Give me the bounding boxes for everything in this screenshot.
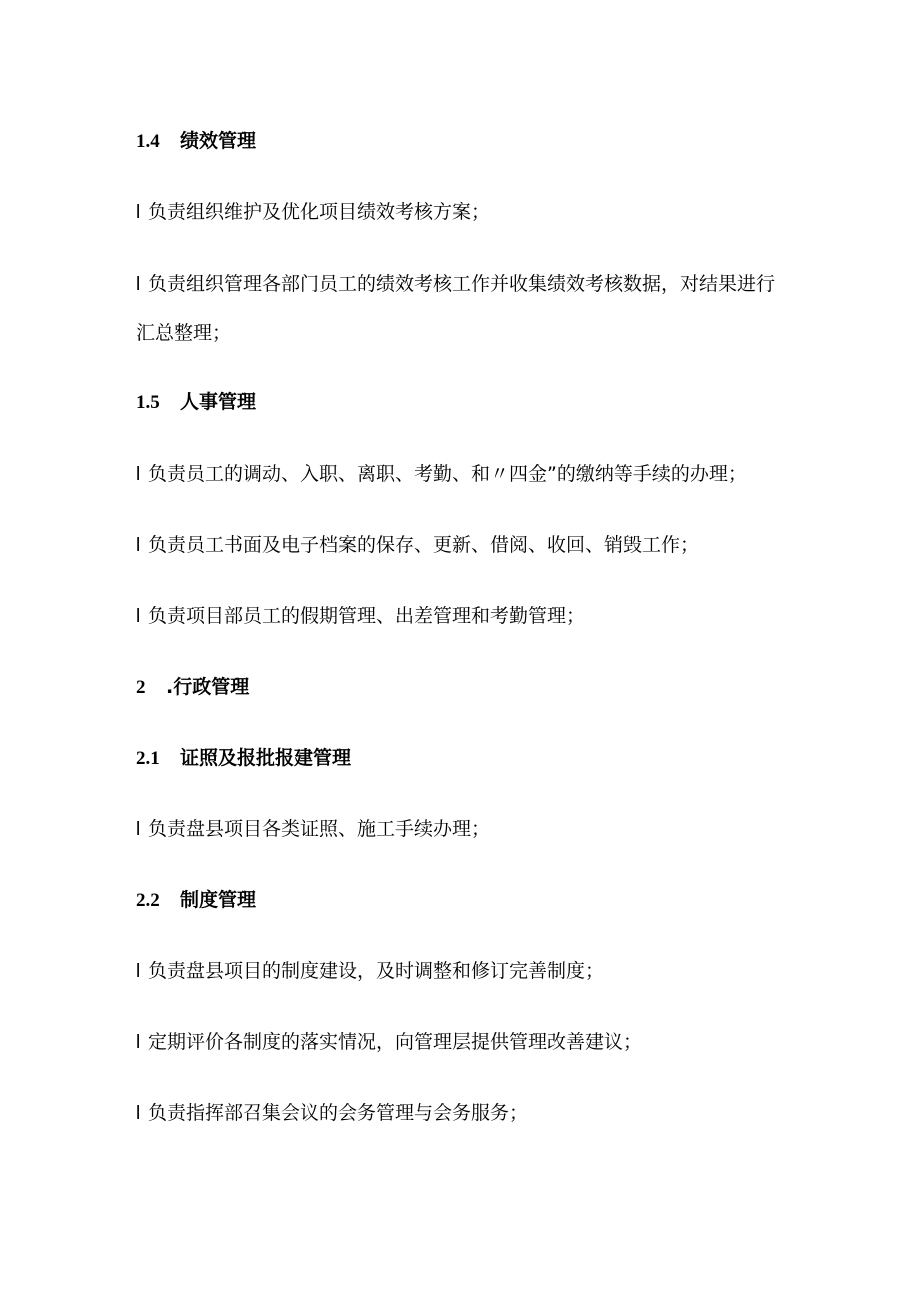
section-heading-2	[136, 669, 786, 706]
list-item	[136, 811, 786, 848]
list-item-text: 负责盘县项目各类证照、施工手续办理；	[148, 818, 491, 840]
section-number: 2.1	[136, 748, 160, 769]
list-item-text: 负责员工的调动、入职、离职、考勤、和〃四金”的缴纳等手续的办理；	[148, 463, 747, 485]
list-item	[136, 598, 786, 635]
bullet-marker: l	[136, 274, 141, 295]
bullet-marker: l	[136, 606, 141, 627]
list-item-text: 负责盘县项目的制度建设，及时调整和修订完善制度；	[148, 960, 605, 982]
section-heading-2-1	[136, 740, 786, 777]
section-title: .行政管理	[166, 676, 250, 698]
section-title: 制度管理	[180, 889, 257, 911]
bullet-marker: l	[136, 464, 141, 485]
section-number: 2.2	[136, 890, 160, 911]
section-title: 人事管理	[180, 391, 257, 413]
list-item-text: 定期评价各制度的落实情况，向管理层提供管理改善建议；	[148, 1031, 643, 1053]
bullet-marker: l	[136, 1103, 141, 1124]
section-number: 1.4	[136, 131, 160, 152]
section-heading-2-2	[136, 882, 786, 919]
section-heading-1-5	[136, 384, 786, 421]
section-title: 证照及报批报建管理	[180, 747, 352, 769]
list-item-text: 负责组织维护及优化项目绩效考核方案；	[148, 201, 491, 223]
list-item-text: 负责组织管理各部门员工的绩效考核工作并收集绩效考核数据，对结果进行汇总整理；	[136, 273, 776, 344]
bullet-marker: l	[136, 1032, 141, 1053]
section-heading-1-4	[136, 123, 786, 160]
bullet-marker: l	[136, 961, 141, 982]
list-item-text: 负责项目部员工的假期管理、出差管理和考勤管理；	[148, 605, 586, 627]
bullet-marker: l	[136, 819, 141, 840]
list-item	[136, 953, 786, 990]
list-item	[136, 260, 776, 357]
list-item-text: 负责指挥部召集会议的会务管理与会务服务；	[148, 1102, 529, 1124]
list-item-text: 负责员工书面及电子档案的保存、更新、借阅、收回、销毁工作；	[148, 534, 700, 556]
list-item	[136, 194, 786, 231]
list-item	[136, 456, 786, 493]
section-number: 2	[136, 677, 146, 698]
list-item	[136, 1095, 786, 1132]
bullet-marker: l	[136, 535, 141, 556]
section-title: 绩效管理	[180, 130, 257, 152]
list-item	[136, 1024, 786, 1061]
bullet-marker: l	[136, 202, 141, 223]
list-item	[136, 527, 786, 564]
section-number: 1.5	[136, 392, 160, 413]
